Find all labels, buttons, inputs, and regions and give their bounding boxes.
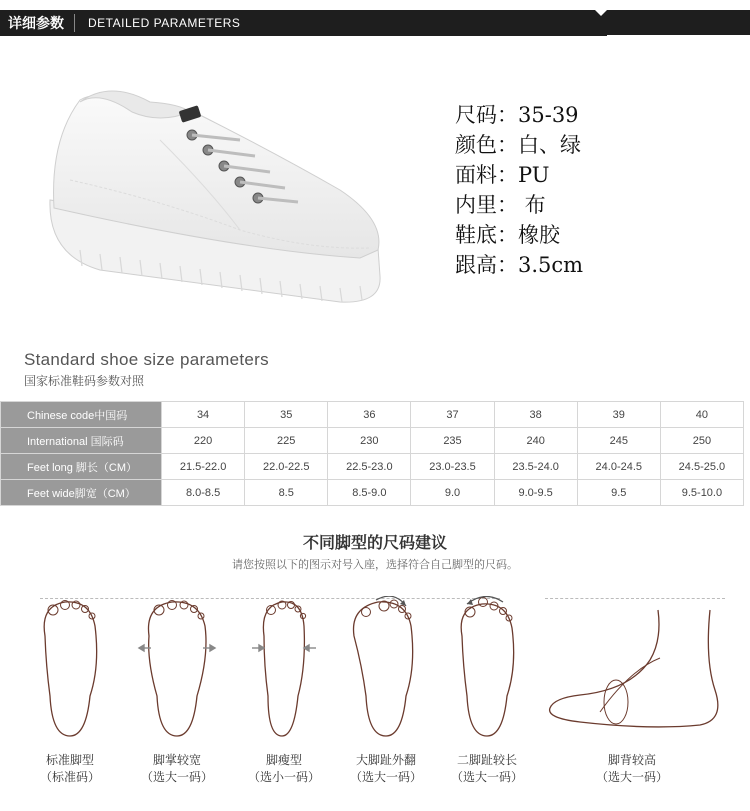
param-label: 鞋底： bbox=[455, 223, 518, 247]
table-cell: 9.5-10.0 bbox=[660, 480, 743, 506]
param-label: 颜色： bbox=[455, 133, 518, 157]
row-header: Chinese code中国码 bbox=[1, 402, 162, 428]
section-header bbox=[0, 10, 750, 36]
table-cell: 38 bbox=[494, 402, 577, 428]
foot-type-advice: （选大一码） bbox=[349, 770, 422, 784]
table-cell: 240 bbox=[494, 428, 577, 454]
header-title-zh: 详细参数 bbox=[8, 16, 64, 32]
table-cell: 23.5-24.0 bbox=[494, 454, 577, 480]
row-header: Feet wide脚宽（CM） bbox=[1, 480, 162, 506]
foot-type-advice: （选大一码） bbox=[450, 770, 523, 784]
foot-tips-subtitle: 请您按照以下的图示对号入座，选择符合自己脚型的尺码。 bbox=[232, 558, 518, 571]
table-cell: 34 bbox=[162, 402, 245, 428]
foot-type-advice: （标准码） bbox=[39, 770, 100, 784]
param-value: 白、绿 bbox=[518, 133, 581, 157]
foot-type-name: 脚掌较宽 bbox=[152, 753, 201, 767]
foot-type-label bbox=[229, 752, 339, 786]
param-value: 35-39 bbox=[518, 103, 579, 127]
table-cell: 22.0-22.5 bbox=[245, 454, 328, 480]
param-row-lining bbox=[455, 190, 583, 220]
size-table bbox=[0, 401, 744, 506]
table-cell: 245 bbox=[577, 428, 660, 454]
product-params bbox=[455, 100, 583, 280]
table-cell: 39 bbox=[577, 402, 660, 428]
long-second-toe-foot-icon bbox=[437, 596, 537, 741]
header-divider bbox=[74, 14, 75, 32]
table-row bbox=[1, 428, 744, 454]
wide-foot-icon bbox=[127, 596, 227, 741]
foot-type-name: 二脚趾较长 bbox=[456, 753, 517, 767]
foot-type-label bbox=[331, 752, 441, 786]
header-title-en: DETAILED PARAMETERS bbox=[88, 16, 241, 30]
table-cell: 35 bbox=[245, 402, 328, 428]
param-label: 跟高： bbox=[455, 253, 518, 277]
high-instep-foot-icon bbox=[540, 600, 730, 740]
header-notch bbox=[595, 10, 607, 16]
foot-type-advice: （选大一码） bbox=[595, 770, 668, 784]
foot-type-label bbox=[432, 752, 542, 786]
table-cell: 37 bbox=[411, 402, 494, 428]
param-value: 3.5cm bbox=[518, 253, 584, 277]
param-row-sole bbox=[455, 220, 583, 250]
table-cell: 24.0-24.5 bbox=[577, 454, 660, 480]
dashed-divider bbox=[545, 598, 725, 599]
standard-foot-icon bbox=[20, 596, 120, 741]
table-cell: 40 bbox=[660, 402, 743, 428]
param-value: PU bbox=[518, 163, 550, 187]
table-cell: 250 bbox=[660, 428, 743, 454]
table-cell: 8.5-9.0 bbox=[328, 480, 411, 506]
table-cell: 21.5-22.0 bbox=[162, 454, 245, 480]
row-header: International 国际码 bbox=[1, 428, 162, 454]
foot-type-label bbox=[122, 752, 232, 786]
table-cell: 8.5 bbox=[245, 480, 328, 506]
foot-type-advice: （选大一码） bbox=[140, 770, 213, 784]
table-cell: 9.0 bbox=[411, 480, 494, 506]
foot-type-name: 大脚趾外翻 bbox=[355, 753, 416, 767]
table-cell: 9.0-9.5 bbox=[494, 480, 577, 506]
foot-tips-title: 不同脚型的尺码建议 bbox=[302, 533, 447, 552]
foot-type-name: 脚背较高 bbox=[607, 753, 656, 767]
table-cell: 23.0-23.5 bbox=[411, 454, 494, 480]
param-value: 布 bbox=[518, 193, 546, 217]
size-section-title: Standard shoe size parameters bbox=[24, 350, 269, 369]
size-section-subtitle: 国家标准鞋码参数对照 bbox=[24, 374, 145, 388]
table-cell: 24.5-25.0 bbox=[660, 454, 743, 480]
table-row bbox=[1, 480, 744, 506]
bunion-foot-icon bbox=[336, 596, 436, 741]
sneaker-image bbox=[40, 80, 400, 320]
param-value: 橡胶 bbox=[518, 223, 560, 247]
foot-type-name: 标准脚型 bbox=[45, 753, 94, 767]
table-cell: 36 bbox=[328, 402, 411, 428]
row-header: Feet long 脚长（CM） bbox=[1, 454, 162, 480]
param-row-material bbox=[455, 160, 583, 190]
thin-foot-icon bbox=[234, 596, 334, 741]
param-row-color bbox=[455, 130, 583, 160]
param-row-heel bbox=[455, 250, 583, 280]
table-cell: 22.5-23.0 bbox=[328, 454, 411, 480]
header-rule bbox=[607, 35, 750, 36]
table-cell: 235 bbox=[411, 428, 494, 454]
foot-type-label bbox=[15, 752, 125, 786]
foot-type-name: 脚瘦型 bbox=[265, 753, 302, 767]
param-label: 内里： bbox=[455, 193, 518, 217]
param-row-size bbox=[455, 100, 583, 130]
param-label: 尺码： bbox=[455, 103, 518, 127]
param-label: 面料： bbox=[455, 163, 518, 187]
foot-type-advice: （选小一码） bbox=[247, 770, 320, 784]
table-cell: 8.0-8.5 bbox=[162, 480, 245, 506]
table-cell: 220 bbox=[162, 428, 245, 454]
table-cell: 230 bbox=[328, 428, 411, 454]
table-cell: 9.5 bbox=[577, 480, 660, 506]
table-cell: 225 bbox=[245, 428, 328, 454]
foot-type-label bbox=[577, 752, 687, 786]
table-row bbox=[1, 454, 744, 480]
table-row bbox=[1, 402, 744, 428]
